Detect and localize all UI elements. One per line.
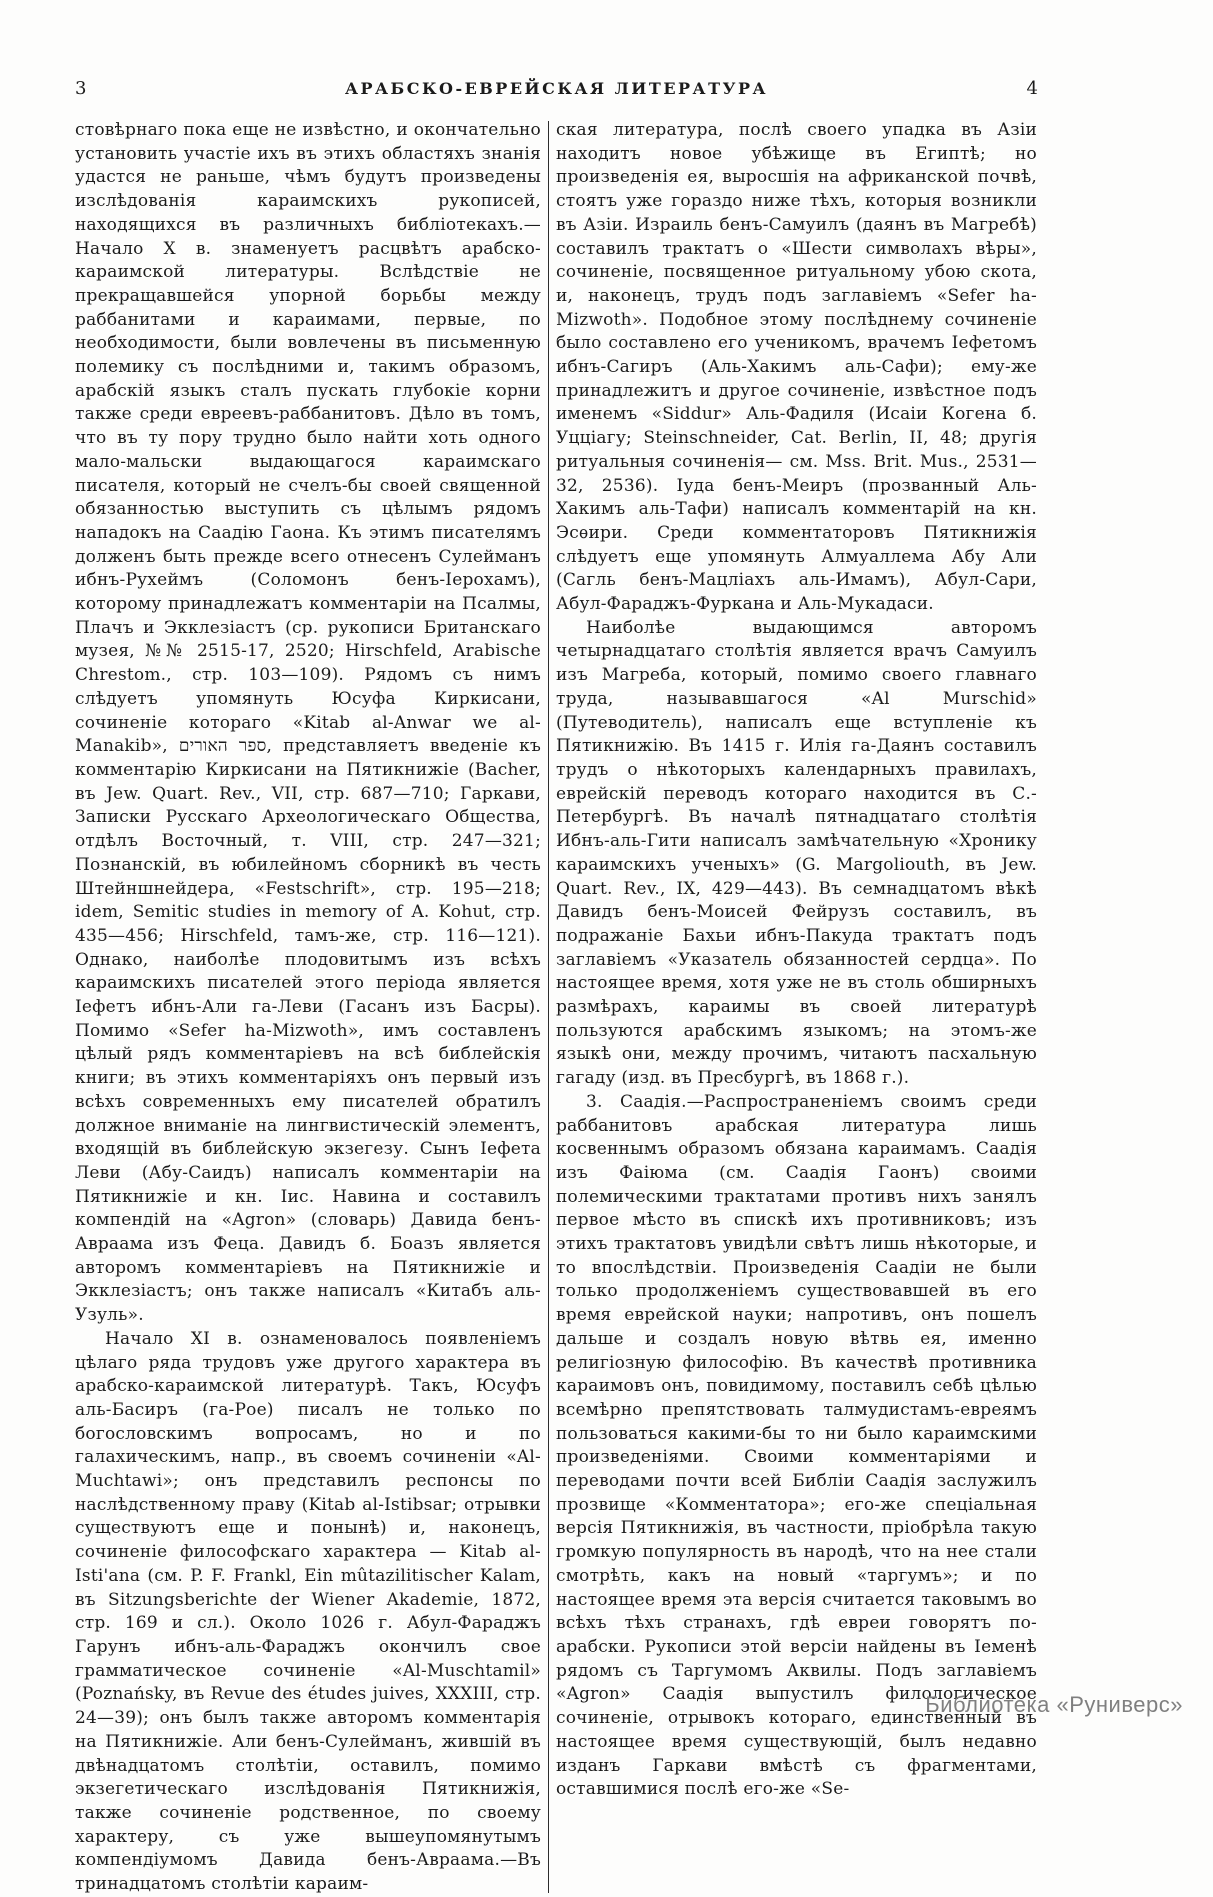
- page-title: АРАБСКО-ЕВРЕЙСКАЯ ЛИТЕРАТУРА: [344, 79, 769, 98]
- paragraph: Начало XI в. ознаменовалось появленіемъ цѣлаго ряда трудовъ уже другого характера въ арабско-караимской литературѣ. Такъ, Юсуфъ аль-Басиръ (га-Рое) писалъ не только по богословскимъ вопросамъ, но и по галахическимъ, напр., въ своемъ сочиненіи «Al-Muchtawi»; онъ представилъ респонсы по наслѣдственному праву (Kitab al-Istibsar; отрывки существуютъ еще и понынѣ) и, наконецъ, сочиненіе философскаго характера — Kitab al-Isti'ana (см. P. F. Frankl, Ein mûtazilitischer Kalam, въ Sitzungsberichte der Wiener Akademie, 1872, стр. 169 и сл.). Около 1026 г. Абул-Фараджъ Гарунъ ибнъ-аль-Фараджъ окончилъ свое грамматическое сочиненіе «Al-Muschtamil» (Poznańsky, въ Revue des études juives, XXXIII, стр. 24—39); онъ былъ также авторомъ комментарія на Пятикнижіе. Али бенъ-Сулейманъ, жившій въ двѣнадцатомъ столѣтіи, оставилъ, помимо экзегетическаго изслѣдованія Пятикнижія, также сочиненіе родственное, по своему характеру, съ уже вышеупомянутымъ компендіумомъ Давида бенъ-Авраама.—Въ тринадцатомъ столѣтіи караим-: [75, 1328, 541, 1895]
- paragraph: Наиболѣе выдающимся авторомъ четырнадцатаго столѣтія является врачъ Самуилъ изъ Магреба, который, помимо своего главнаго труда, называвшагося «Al Murschid» (Путеводитель), написалъ еще вступленіе къ Пятикнижію. Въ 1415 г. Илія га-Даянъ составилъ трудъ о нѣкоторыхъ календарныхъ правилахъ, еврейскій переводъ котораго находится въ С.-Петербургѣ. Въ началѣ пятнадцатаго столѣтія Ибнъ-аль-Гити написалъ замѣчательную «Хронику караимскихъ ученыхъ» (G. Margoliouth, въ Jew. Quart. Rev., IX, 429—443). Въ семнадцатомъ вѣкѣ Давидъ бенъ-Моисей Фейрузъ составилъ, въ подражаніе Бахьи ибнъ-Пакуда трактатъ подъ заглавіемъ «Указатель обязанностей сердца». По настоящее время, хотя уже не въ столь обширныхъ размѣрахъ, караимы въ своей литературѣ пользуются арабскимъ языкомъ; на этомъ-же языкѣ они, между прочимъ, читаютъ пасхальную гагаду (изд. въ Пресбургѣ, въ 1868 г.).: [556, 617, 1037, 1089]
- page-number-right: 4: [1026, 78, 1038, 99]
- left-column: [75, 119, 541, 1897]
- paragraph: 3. Саадія.—Распространеніемъ своимъ среди раббанитовъ арабская литература лишь косвеннымъ образомъ обязана караимамъ. Саадія изъ Фаіюма (см. Саадія Гаонъ) своими полемическими трактатами противъ нихъ занялъ первое мѣсто въ спискѣ ихъ противниковъ; изъ этихъ трактатовъ увидѣли свѣтъ лишь нѣкоторые, и то впослѣдствіи. Произведенія Саадіи не были только продолженіемъ существовавшей въ его время еврейской науки; напротивъ, онъ пошелъ дальше и создалъ новую вѣтвь ея, именно религіозную философію. Въ качествѣ противника караимовъ онъ, повидимому, поставилъ себѣ цѣлью всемѣрно препятствовать талмудистамъ-евреямъ пользоваться какими-бы то ни было караимскими произведеніями. Своими комментаріями и переводами почти всей Библіи Саадія заслужилъ прозвище «Комментатора»; его-же спеціальная версія Пятикнижія, въ частности, пріобрѣла такую громкую популярность въ народѣ, что на нее стали смотрѣть, какъ на новый «таргумъ»; и по настоящее время эта версія считается таковымъ во всѣхъ тѣхъ странахъ, гдѣ евреи говорятъ по-арабски. Рукописи этой версіи найдены въ Іеменѣ рядомъ съ Таргумомъ Аквилы. Подъ заглавіемъ «Agron» Саадія выпустилъ филологическое сочиненіе, отрывокъ котораго, единственный въ настоящее время существующій, былъ недавно изданъ Гаркави вмѣстѣ съ фрагментами, оставшимися послѣ его-же «Se-: [556, 1091, 1037, 1800]
- page-number-left: 3: [75, 78, 87, 99]
- scanned-page: [75, 78, 1038, 1897]
- text-columns: [75, 119, 1038, 1897]
- library-watermark: Библиотека «Руниверс»: [925, 1692, 1183, 1717]
- paragraph: стовѣрнаго пока еще не извѣстно, и окончательно установить участіе ихъ въ этихъ областяхъ знанія удастся не раньше, чѣмъ будутъ произведены изслѣдованія караимскихъ рукописей, находящихся въ различныхъ библіотекахъ.—Начало X в. знаменуетъ расцвѣтъ арабско-караимской литературы. Вслѣдствіе не прекращавшейся упорной борьбы между раббанитами и караимами, первые, по необходимости, были вовлечены въ письменную полемику съ послѣдними и, такимъ образомъ, арабскій языкъ сталъ пускать глубокіе корни также среди евреевъ-раббанитовъ. Дѣло въ томъ, что въ ту пору трудно было найти хоть одного мало-мальски выдающагося караимскаго писателя, который не счелъ-бы своей священной обязанностью выступить съ цѣлымъ рядомъ нападокъ на Саадію Гаона. Къ этимъ писателямъ долженъ быть прежде всего отнесенъ Сулейманъ ибнъ-Рухеймъ (Соломонъ бенъ-Іерохамъ), которому принадлежатъ комментаріи на Псалмы, Плачъ и Экклезіастъ (ср. рукописи Британскаго музея, №№ 2515-17, 2520; Hirschfeld, Arabische Chrestom., стр. 103—109). Рядомъ съ нимъ слѣдуетъ упомянуть Юсуфа Киркисани, сочиненіе котораго «Kitab al-Anwar we al-Manakib», ספר האורים, представляетъ введеніе къ комментарію Киркисани на Пятикнижіе (Bacher, въ Jew. Quart. Rev., VII, стр. 687—710; Гаркави, Записки Русскаго Археологическаго Общества, отдѣлъ Восточный, т. VIII, стр. 247—321; Познанскій, въ юбилейномъ сборникѣ въ честь Штейншнейдера, «Festschrift», стр. 195—218; idem, Semitic studies in memory of A. Kohut, стр. 435—456; Hirschfeld, тамъ-же, стр. 116—121). Однако, наиболѣе плодовитымъ изъ всѣхъ караимскихъ писателей этого періода является Іефетъ ибнъ-Али га-Леви (Гасанъ изъ Басры). Помимо «Sefer ha-Mizwoth», имъ составленъ цѣлый рядъ комментаріевъ на всѣ библейскія книги; въ этихъ комментаріяхъ онъ первый изъ всѣхъ современныхъ ему писателей обратилъ должное вниманіе на лингвистическій элементъ, входящій въ библейскую экзегезу. Сынъ Іефета Леви (Абу-Саидъ) написалъ комментаріи на Пятикнижіе и кн. Іис. Навина и составилъ компендій на «Agron» (словарь) Давида бенъ-Авраама изъ Феца. Давидъ б. Боазъ является авторомъ комментаріевъ на Пятикнижіе и Экклезіастъ; онъ также написалъ «Китабъ аль-Узуль».: [75, 120, 541, 1326]
- right-column: [556, 119, 1037, 1897]
- paragraph: ская литература, послѣ своего упадка въ Азіи находитъ новое убѣжище въ Египтѣ; но произведенія ея, выросшія на африканской почвѣ, стоятъ уже гораздо ниже тѣхъ, которыя возникли въ Азіи. Израиль бенъ-Самуилъ (даянъ въ Магребѣ) составилъ трактатъ о «Шести символахъ вѣры», сочиненіе, посвященное ритуальному убою скота, и, наконецъ, трудъ подъ заглавіемъ «Sefer ha-Mizwoth». Подобное этому послѣднему сочиненіе было составлено его ученикомъ, врачемъ Іефетомъ ибнъ-Сагиръ (Аль-Хакимъ аль-Сафи); ему-же принадлежитъ и другое сочиненіе, извѣстное подъ именемъ «Siddur» Аль-Фадиля (Исаіи Когена б. Уцціагу; Steinschneider, Cat. Berlin, II, 48; другія ритуальныя сочиненія— см. Mss. Brit. Mus., 2531—32, 2536). Іуда бенъ-Меиръ (прозванный Аль-Хакимъ аль-Тафи) написалъ комментарій на кн. Эсѳири. Среди комментаторовъ Пятикнижія слѣдуетъ еще упомянуть Алмуаллема Абу Али (Сагль бенъ-Мацліахъ аль-Имамъ), Абул-Сари, Абул-Фараджъ-Фуркана и Аль-Мукадаси.: [556, 120, 1037, 615]
- running-header: [75, 78, 1038, 99]
- column-divider-rule: [548, 121, 549, 1893]
